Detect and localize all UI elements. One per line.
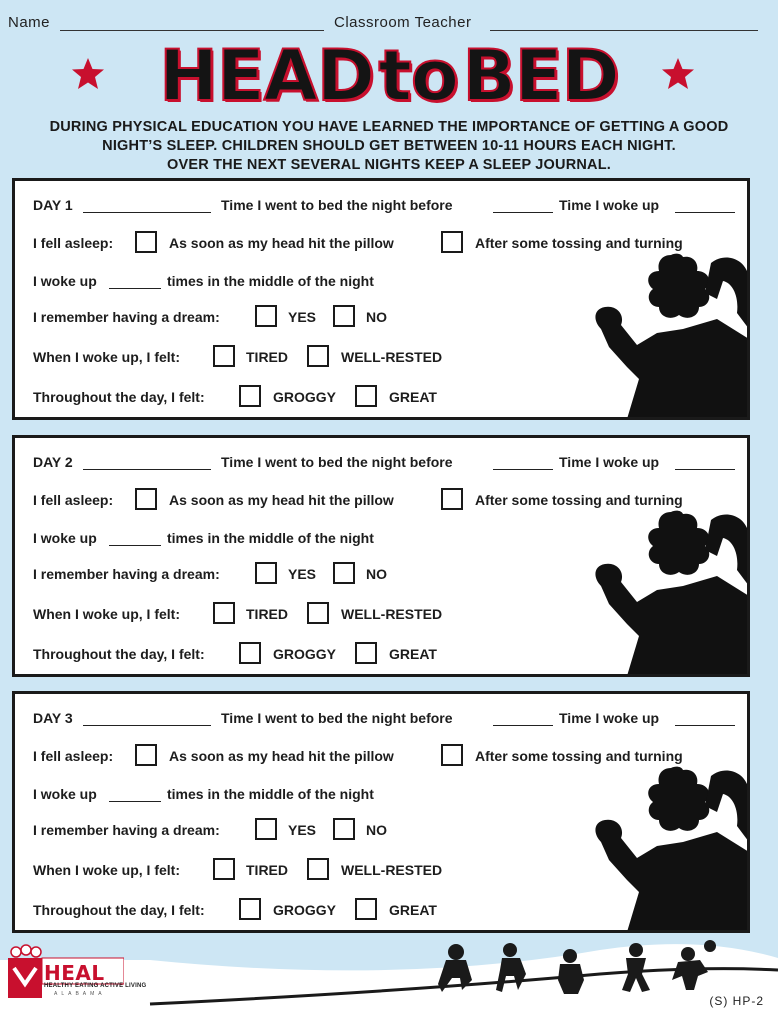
day-header-row xyxy=(33,193,733,219)
title-bed: BED xyxy=(462,35,619,117)
option-slow-label: After some tossing and turning xyxy=(475,235,683,251)
morning-feeling-label: When I woke up, I felt: xyxy=(33,349,180,365)
checkbox-tired[interactable] xyxy=(213,602,235,624)
wake-time-field[interactable] xyxy=(675,469,735,470)
tired-label: TIRED xyxy=(246,349,288,365)
great-label: GREAT xyxy=(389,389,437,405)
checkbox-dream-no[interactable] xyxy=(333,305,355,327)
great-label: GREAT xyxy=(389,902,437,918)
dream-label: I remember having a dream: xyxy=(33,566,220,582)
woke-up-suffix: times in the middle of the night xyxy=(167,786,374,802)
woke-up-suffix: times in the middle of the night xyxy=(167,273,374,289)
groggy-label: GROGGY xyxy=(273,389,337,405)
title-to: to xyxy=(378,35,458,117)
day-header-row xyxy=(33,706,733,732)
name-field[interactable] xyxy=(60,30,324,31)
teacher-field[interactable] xyxy=(490,30,758,31)
daytime-feeling-row xyxy=(33,642,473,668)
option-fast-label: As soon as my head hit the pillow xyxy=(169,492,394,508)
day-label: DAY 2 xyxy=(33,454,73,470)
daytime-feeling-row xyxy=(33,898,473,924)
checkbox-tired[interactable] xyxy=(213,345,235,367)
dream-yes-label: YES xyxy=(288,566,317,582)
option-slow-label: After some tossing and turning xyxy=(475,748,683,764)
wake-count-field[interactable] xyxy=(109,545,161,546)
date-field[interactable] xyxy=(83,469,211,470)
name-label: Name xyxy=(8,14,51,31)
instructions-line-2: NIGHT’S SLEEP. CHILDREN SHOULD GET BETWEEN 10-11 HOURS EACH NIGHT. xyxy=(102,138,676,154)
tired-label: TIRED xyxy=(246,606,288,622)
woke-times-row xyxy=(33,269,453,295)
wake-count-field[interactable] xyxy=(109,288,161,289)
groggy-label: GROGGY xyxy=(273,902,337,918)
daytime-feeling-label: Throughout the day, I felt: xyxy=(33,646,205,662)
flexing-kid-silhouette-icon xyxy=(587,506,749,676)
teacher-label: Classroom Teacher xyxy=(334,14,472,31)
groggy-label: GROGGY xyxy=(273,646,337,662)
well-rested-label: WELL-RESTED xyxy=(341,606,443,622)
instructions-line-1: DURING PHYSICAL EDUCATION YOU HAVE LEARNED THE IMPORTANCE OF GETTING A GOOD xyxy=(49,119,729,135)
running-kids-icon xyxy=(432,940,732,996)
checkbox-groggy[interactable] xyxy=(239,898,261,920)
instructions-line-3: OVER THE NEXT SEVERAL NIGHTS KEEP A SLEEP JOURNAL. xyxy=(166,157,611,173)
wake-time-label: Time I woke up xyxy=(559,710,660,726)
checkbox-great[interactable] xyxy=(355,642,377,664)
woke-up-prefix: I woke up xyxy=(33,530,97,546)
fell-asleep-label: I fell asleep: xyxy=(33,235,114,251)
flexing-kid-silhouette-icon xyxy=(587,762,749,932)
checkbox-dream-no[interactable] xyxy=(333,562,355,584)
checkbox-dream-yes[interactable] xyxy=(255,562,277,584)
checkbox-well-rested[interactable] xyxy=(307,345,329,367)
heal-logo-text: HEAL xyxy=(44,961,105,985)
woke-times-row xyxy=(33,782,453,808)
wake-time-field[interactable] xyxy=(675,725,735,726)
title-head: HEAD xyxy=(159,35,374,117)
dream-label: I remember having a dream: xyxy=(33,822,220,838)
date-field[interactable] xyxy=(83,212,211,213)
checkbox-fast-asleep[interactable] xyxy=(135,488,157,510)
page-code: (S) HP-2 xyxy=(709,994,764,1008)
day-1-box xyxy=(12,178,750,420)
dream-yes-label: YES xyxy=(288,822,317,838)
checkbox-groggy[interactable] xyxy=(239,385,261,407)
morning-feeling-row xyxy=(33,345,473,371)
date-field[interactable] xyxy=(83,725,211,726)
bedtime-field[interactable] xyxy=(493,469,553,470)
woke-times-row xyxy=(33,526,453,552)
day-label: DAY 1 xyxy=(33,197,73,213)
checkbox-fast-asleep[interactable] xyxy=(135,744,157,766)
day-2-box xyxy=(12,435,750,677)
name-teacher-row xyxy=(8,12,758,34)
well-rested-label: WELL-RESTED xyxy=(341,349,443,365)
day-3-box xyxy=(12,691,750,933)
fell-asleep-label: I fell asleep: xyxy=(33,492,114,508)
checkbox-great[interactable] xyxy=(355,385,377,407)
bedtime-label: Time I went to bed the night before xyxy=(221,454,453,470)
dream-row xyxy=(33,818,453,844)
morning-feeling-row xyxy=(33,602,473,628)
checkbox-well-rested[interactable] xyxy=(307,602,329,624)
day-header-row xyxy=(33,450,733,476)
checkbox-tossing[interactable] xyxy=(441,488,463,510)
dream-no-label: NO xyxy=(366,309,387,325)
checkbox-tossing[interactable] xyxy=(441,744,463,766)
flexing-kid-silhouette-icon xyxy=(587,249,749,419)
dream-row xyxy=(33,305,453,331)
checkbox-tired[interactable] xyxy=(213,858,235,880)
option-fast-label: As soon as my head hit the pillow xyxy=(169,235,394,251)
woke-up-suffix: times in the middle of the night xyxy=(167,530,374,546)
daytime-feeling-label: Throughout the day, I felt: xyxy=(33,389,205,405)
checkbox-groggy[interactable] xyxy=(239,642,261,664)
woke-up-prefix: I woke up xyxy=(33,273,97,289)
dream-label: I remember having a dream: xyxy=(33,309,220,325)
great-label: GREAT xyxy=(389,646,437,662)
wake-time-label: Time I woke up xyxy=(559,454,660,470)
morning-feeling-label: When I woke up, I felt: xyxy=(33,606,180,622)
checkbox-dream-yes[interactable] xyxy=(255,818,277,840)
woke-up-prefix: I woke up xyxy=(33,786,97,802)
checkbox-tossing[interactable] xyxy=(441,231,463,253)
daytime-feeling-row xyxy=(33,385,473,411)
star-icon-right xyxy=(660,56,696,92)
heal-logo-state: ALABAMA xyxy=(54,991,106,997)
dream-row xyxy=(33,562,453,588)
wake-count-field[interactable] xyxy=(109,801,161,802)
well-rested-label: WELL-RESTED xyxy=(341,862,443,878)
checkbox-fast-asleep[interactable] xyxy=(135,231,157,253)
dream-no-label: NO xyxy=(366,822,387,838)
day-label: DAY 3 xyxy=(33,710,73,726)
tired-label: TIRED xyxy=(246,862,288,878)
option-slow-label: After some tossing and turning xyxy=(475,492,683,508)
bedtime-label: Time I went to bed the night before xyxy=(221,197,453,213)
wake-time-field[interactable] xyxy=(675,212,735,213)
bedtime-field[interactable] xyxy=(493,212,553,213)
morning-feeling-row xyxy=(33,858,473,884)
daytime-feeling-label: Throughout the day, I felt: xyxy=(33,902,205,918)
checkbox-dream-yes[interactable] xyxy=(255,305,277,327)
dream-no-label: NO xyxy=(366,566,387,582)
heal-logo-subtitle: HEALTHY EATING ACTIVE LIVING xyxy=(44,983,147,989)
checkbox-great[interactable] xyxy=(355,898,377,920)
instructions xyxy=(20,118,758,175)
fell-asleep-label: I fell asleep: xyxy=(33,748,114,764)
dream-yes-label: YES xyxy=(288,309,317,325)
bedtime-label: Time I went to bed the night before xyxy=(221,710,453,726)
option-fast-label: As soon as my head hit the pillow xyxy=(169,748,394,764)
wake-time-label: Time I woke up xyxy=(559,197,660,213)
morning-feeling-label: When I woke up, I felt: xyxy=(33,862,180,878)
checkbox-dream-no[interactable] xyxy=(333,818,355,840)
checkbox-well-rested[interactable] xyxy=(307,858,329,880)
bedtime-field[interactable] xyxy=(493,725,553,726)
